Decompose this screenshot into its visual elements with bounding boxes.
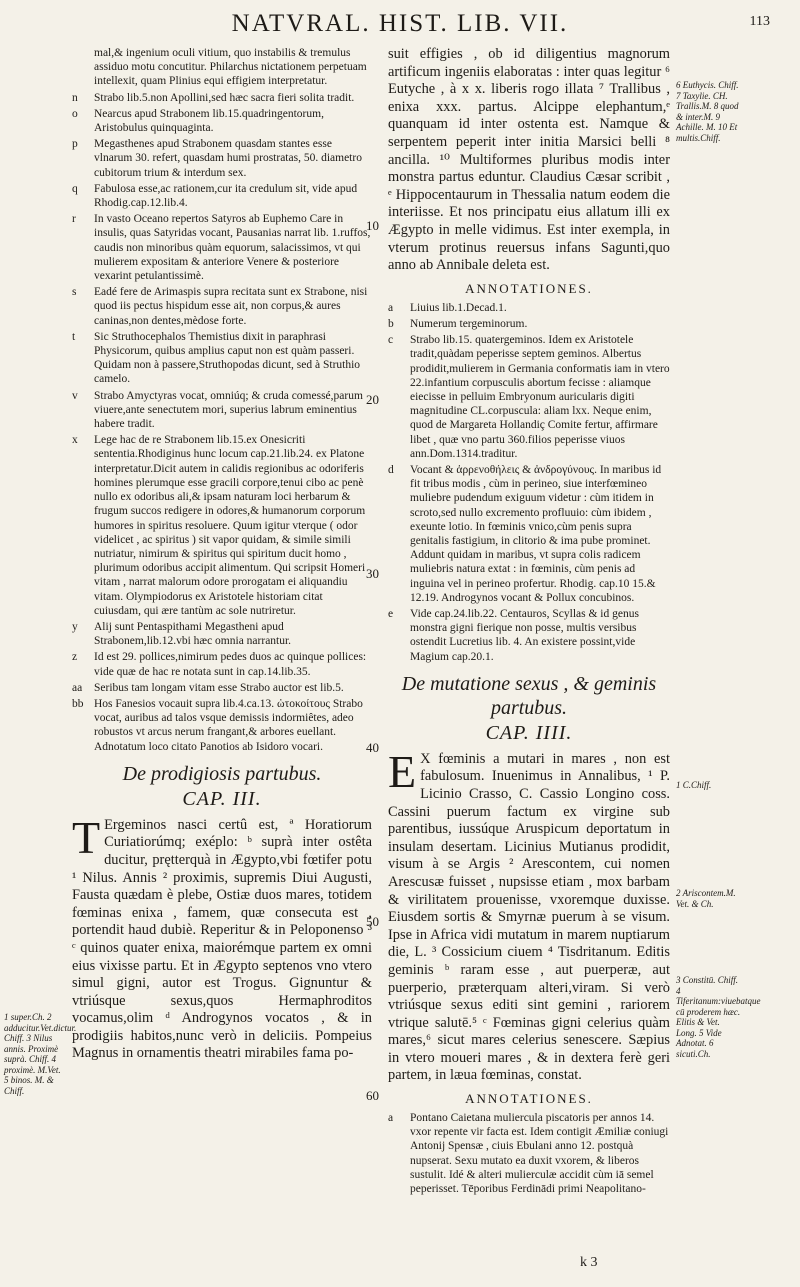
note-item: z Id est 29. pollices,nimirum pedes duos ac quinque pollices: vide quæ de hac re notata sunt in cap.14.lib.35. (72, 651, 367, 678)
margin-note: 1 C.Chiff. (676, 780, 712, 790)
line-number: 40 (366, 740, 379, 755)
drop-cap: T (72, 811, 101, 863)
note-item: r In vasto Oceano repertos Satyros ab Euphemo Care in insulis, quas Satyridas vocant, Pausanias narrat lib. 1.ruffos, caudis non minoribus quàm equorum, salacissimos, vt qui mulierem expositam & anteriore Venere & posteriore vexarint petulantissimè. (72, 213, 371, 283)
note-item: t Sic Struthocephalos Themistius dixit in paraphrasi Physicorum, quibus amplius caput non est quàm passeri. Quidam non à passere,Struthopodas dicunt, sed à Struthio camelo. (72, 330, 361, 386)
left-notes (72, 46, 372, 754)
line-number: 20 (366, 392, 379, 407)
note-item: n Strabo lib.5.non Apollini,sed hæc sacra fieri solita tradit. (72, 91, 355, 104)
margin-note: 3 Constitū. Chiff. 4 Tiferitanum:viuebatque cū proderem hæc. Elitis & Vet. Long. 5 Vide Adnotat. 6 sicuti.Ch. (676, 975, 761, 1059)
drop-cap: E (388, 745, 417, 797)
annotation-item: d Vocant & ἀρρενοθήλεις & ἀνδρογύνους. In maribus id fit tribus modis , cùm in perineo, siue interfœmineo muliebre pudendum exiguum videtur : cùm itidem in scroto,sed nullo excremento profluuio: cùm ibidem , exeunte lotio. In fœminis vnico,cùm penis supra genitalis fastigium, in clitorio & ima pube prominet. Addunt quidam in maribus, vt supra colis radicem muliebris natura extat : in fœminis, cùm penis ad inguina vel in perineo profertur. Rhodig. cap.10 15.& 12.19. Androgynos vocant & Pollux concubinos. (388, 463, 662, 604)
body-text: suit effigies , ob id diligentius magnorum artificum ingeniis elaboratas : inter quas legitur ⁶ Eutyche , à x x. liberis rogo illata ⁷ Trallibus , enixa xxx. partus. Alcippe elephantum,ᵉ quanquam id inter ostenta est. Namque & serpentem peperit inter initia Marsici belli ⁸ ancilla. ¹⁰ Multiformes pluribus modis inter monstra partus eduntur. Claudius Cæsar scribit , ᵉ Hippocentaurum in Thessalia natum eodem die interiisse. Et nos principatu eius allatum illi ex Ægypto in melle vidimus. Est inter exempla, in vterum protinus reuersus infans Sagunti,quo anno ab Annibale deleta est. (388, 46, 670, 274)
annotation-item: a Pontano Caietana muliercula piscatoris per annos 14. vxor repente vir facta est. Idem contigit Æmiliæ coniugi Antonij Spensæ , ciuis Ebulani anno 12. postquà nupserat. Sexu mutato ea duxit vxorem, & liberos sustulit. Idé & alteri mulierculæ accidit cùm iā semel peperisset. Tēporibus Ferdinādi primi Neapolitano- (388, 1112, 669, 1196)
chapter-title: De prodigiosis partubus. (122, 762, 322, 785)
margin-note: 1 super.Ch. 2 adducitur.Vet.dictur. Chiff. 3 Nilus annis. Proximè suprà. Chiff. 4 proximè. M.Vet. 5 binos. M. & Chiff. (4, 1012, 77, 1096)
annotation-item: b Numerum tergeminorum. (388, 317, 528, 330)
note-item: o Nearcus apud Strabonem lib.15.quadringentorum, Aristobulus quinquaginta. (72, 107, 324, 135)
annotation-item: c Strabo lib.15. quatergeminos. Idem ex Aristotele tradit,quàdam peperisse septem geminos. Albertus prodidit,mulierem in Germania conformatis iam in vtero 22.infantium corpusculis abortum fecisse : aliamque eiecisse in pelluim Embryonum auricularis digiti magnitudine CL.corpuscula: aliam lxx. Neque enim, quod de Margareta Hollandiç Comite fertur, affirmare libet , quæ vno partu 360.filios peperisse viuos ann.Dom.1314.traditur. (388, 334, 670, 460)
chapter-title: De mutatione sexus , & geminis partubus. (401, 672, 657, 719)
line-number: 60 (366, 1088, 379, 1103)
running-header: NATVRAL. HIST. LIB. VII. (231, 10, 569, 37)
right-column (388, 46, 670, 1198)
annotation-item: e Vide cap.24.lib.22. Centauros, Scyllas & id genus monstra gigni fierique non posse, multis versibus ostendit Lucretius lib. 4. An existere possint,vide Magium cap.20.1. (388, 607, 639, 663)
margin-note: 6 Euthycis. Chiff. 7 Taxylie. CH. Trallis.M. 8 quod & inter.M. 9 Achille. M. 10 Et multis.Chiff. (676, 80, 739, 143)
note-item: x Lege hac de re Strabonem lib.15.ex Onesicriti sententia.Rhodiginus hunc locum cap.21.lib.24. ex Platone interpretatur.Dicit autem in calidis regionibus ac odoriferis homines plerumque esse gracili corpore,tenui cibo ac penè nullo ex odoribus ali,& ipsam naturam loci herbarum & frugum succos redigere in odores,& humanorum corporum humores in spiritus resoluere. Quum igitur vterque ( odor videlicet , ac spiritus ) sit vapor quidam, & simile simili nutriatur, nimirum & spiritus qui spiritum ducit homo , plurimum odoribus accipit alimentum. Qui scripsit Homeri vitam , narrat malorum odore prorogatam ei aliquandiu vitam. Olympiodorus ex Aristotele historiam citat cuiusdam, qui ære tantùm ac sole nutriretur. (72, 434, 366, 617)
page-number: 113 (749, 14, 770, 29)
annotations-heading: ANNOTATIONES. (465, 280, 593, 296)
margin-note: 2 Ariscontem.M. Vet. & Ch. (676, 888, 736, 909)
note-item: p Megasthenes apud Strabonem quasdam stantes esse vlnarum 30. refert, quasdam humi prostratas, 50. diametro cubitorum trium & interdum sex. (72, 138, 362, 179)
note-item: bb Hos Fanesios vocauit supra lib.4.ca.13. ὠτοκοίτους Strabo vocat, auribus ad talos vsque demissis indormiêtes, adeo robustos vt arcus nerum frangant,& arbores euellant. Adnotatum loco citato Panotios ab Isidoro vocari. (72, 697, 363, 753)
left-column (72, 46, 372, 1063)
note-item: mal,& ingenium oculi vitium, quo instabilis & tremulus assiduo motu concutitur. Philarchus nictationem perpetuam intellexit, quam Plinius equi effigiem interpretatur. (94, 47, 367, 88)
chapter-number: CAP. IIII. (485, 721, 573, 744)
note-item: s Eadé fere de Arimaspis supra recitata sunt ex Strabone, nisi quod iis pectus hispidum esse ait, non corpus,& aures caninas,non dentes,mèdose forte. (72, 286, 368, 327)
annotations-heading: ANNOTATIONES. (465, 1091, 593, 1107)
note-item: y Alij sunt Pentaspithami Megastheni apud Strabonem,lib.12.vbi hæc omnia narrantur. (72, 620, 292, 648)
signature-mark: k 3 (580, 1255, 598, 1270)
line-number: 50 (366, 914, 379, 929)
line-number: 10 (366, 218, 379, 233)
chapter-body: T Ergeminos nasci certû est, ª Horatiorum Curiatiorúmq; exéplo: ᵇ suprà inter ostêta ducitur, prętterquà in Ægypto,vbi fœtifer potu ¹ Nilus. Annis ² proximis, supremis Diui Augusti, Fausta quædam è plebe, Ostiæ duos mares, totidem fœminas enixa , famem, quæ consecuta est , portendit haud dubiè. Reperitur & in Peloponenso ³ ᶜ quinos quater enixa, maiorémque partem ex omni eius vixisse partu. Et in Ægypto septenos vno vtero simul gigni, autor est Trogus. Gignuntur & vtriúsque sexus,quos Hermaphroditos vocamus,olim ᵈ Androgynos vocatos , & in prodigiis habitos,nunc verò in deliciis. Pompeius Magnus in ornamentis theatri mirabiles fama po- (72, 811, 372, 1062)
note-item: q Fabulosa esse,ac rationem,cur ita credulum sit, vide apud Rhodig.cap.12.lib.4. (72, 182, 358, 210)
chapter-body: E X fœminis a mutari in mares , non est fabulosum. Inuenimus in Annalibus, ¹ P. Licinio Crasso, C. Cassio Longino coss. Cassini puerum factum ex virgine sub parentibus, iussúque Aruspicum deportatum in insulam desertam. Licinius Mutianus prodidit, visum à se Argis ² Arescontem, cui nomen Arescusæ fuisset , nupsisse etiam , mox barbam & virilitatem prouenisse, vxoremque duxisse. Eiusdem sortis & Smyrnæ puerum à se visum. Ipse in Africa vidi mutatum in marem nuptiarum die, L. ³ Cossicium ciuem ⁴ Tisdritanum. Editis geminis ᵇ raram esse , aut puerperæ, aut puerperio, præterquam alteri,viram. Si verò vtriúsque sexus editi sint gemini , rariorem vtrique salutē.⁵ ᶜ Fœminas gigni celerius quàm mares,⁶ sicut mares celerius senescere. Sæpius in vtero moueri mares , & in dextera ferè geri partem, in læua fœminas, constat. (388, 745, 670, 1084)
note-item: v Strabo Amyctyras vocat, omniúq; & cruda comessé,parum viuere,ante senectutem mori, superius labrum eminentius habere tradit. (72, 389, 363, 431)
note-item: aa Seribus tam longam vitam esse Strabo auctor est lib.5. (72, 681, 344, 694)
annotation-item: a Liuius lib.1.Decad.1. (388, 301, 507, 314)
chapter-number: CAP. III. (182, 787, 262, 810)
line-number: 30 (366, 566, 379, 581)
